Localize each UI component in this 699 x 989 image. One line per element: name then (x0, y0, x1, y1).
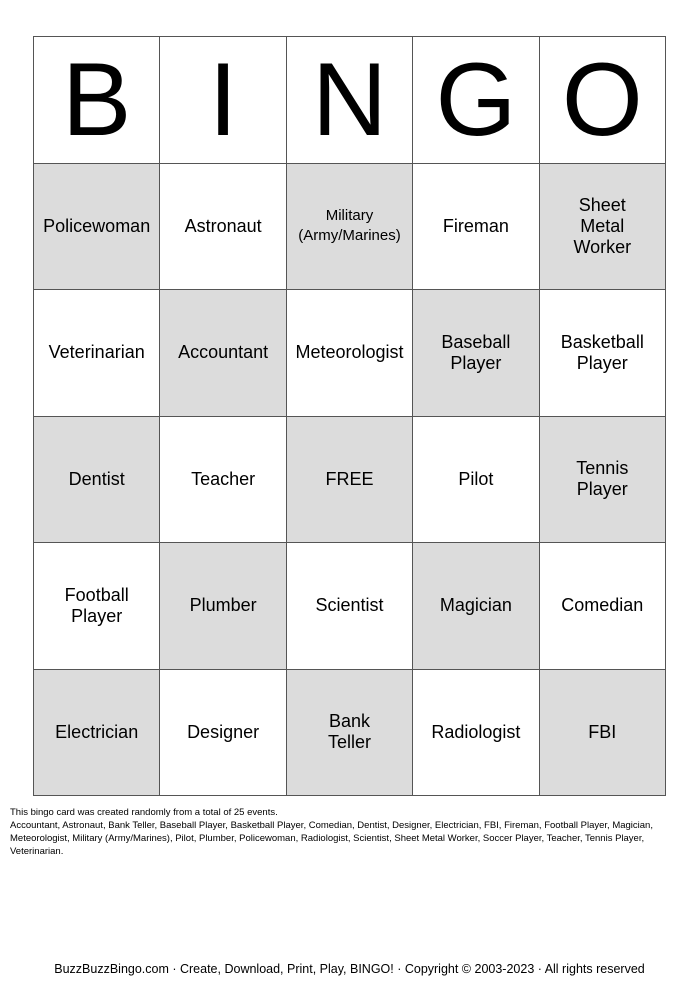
cell-text: Fireman (442, 215, 509, 236)
bingo-cell (540, 417, 666, 544)
bingo-cell (160, 670, 286, 797)
header-letter: O (561, 41, 643, 158)
bingo-cell (160, 290, 286, 417)
header-letter: I (208, 41, 238, 158)
cell-text: Tennis Player (576, 458, 629, 500)
bingo-cell (160, 164, 286, 291)
header-letter: G (435, 41, 517, 158)
cell-text: Teacher (191, 468, 256, 489)
cell-text: Bank Teller (327, 711, 371, 753)
note-event-list: Accountant, Astronaut, Bank Teller, Baseball Player, Basketball Player, Comedian, Dentist, Designer, Electrician, FBI, Fireman, Football Player, Magician, Meteorologist, Military (Army/Marines), Pilot, Plumber, Policewoman, Radiologist, Scientist, Sheet Metal Worker, Soccer Player, Teacher, Tennis Player, Veterinarian. (10, 820, 653, 857)
cell-text: Sheet Metal Worker (573, 194, 632, 257)
bingo-cell (287, 670, 413, 797)
bingo-cell (287, 164, 413, 291)
bingo-cell (413, 290, 539, 417)
cell-text: Baseball Player (441, 331, 511, 373)
bingo-cell (540, 543, 666, 670)
cell-text: Plumber (189, 595, 257, 616)
bingo-cell (34, 164, 160, 291)
bingo-cell (34, 670, 160, 797)
bingo-cell (160, 543, 286, 670)
note-summary: This bingo card was created randomly from a total of 25 events. (10, 807, 278, 818)
cell-text: Scientist (315, 595, 384, 616)
bingo-cell (413, 164, 539, 291)
page-footer: BuzzBuzzBingo.com · Create, Download, Print, Play, BINGO! · Copyright © 2003-2023 · All rights reserved (54, 962, 645, 976)
cell-text: Meteorologist (295, 342, 404, 363)
header-letter: N (311, 41, 388, 158)
cell-text: Basketball Player (560, 331, 644, 373)
cell-text: Comedian (561, 595, 644, 616)
bingo-cell (413, 417, 539, 544)
bingo-cell (34, 417, 160, 544)
cell-text: Policewoman (43, 215, 151, 236)
bingo-cell (413, 670, 539, 797)
cell-text: Magician (439, 595, 512, 616)
header-cell-o (540, 37, 666, 164)
bingo-cell (287, 290, 413, 417)
bingo-cell (34, 290, 160, 417)
bingo-cell (540, 670, 666, 797)
cell-text: FREE (325, 468, 374, 489)
header-cell-i (160, 37, 286, 164)
cell-text: Accountant (178, 342, 269, 363)
cell-text: Radiologist (431, 721, 521, 742)
bingo-cell (34, 543, 160, 670)
bingo-cell (287, 543, 413, 670)
cell-text: Electrician (55, 721, 139, 742)
header-letter: B (62, 41, 132, 158)
bingo-cell (540, 290, 666, 417)
free-space-cell (287, 417, 413, 544)
card-note (10, 806, 680, 858)
header-cell-b (34, 37, 160, 164)
header-cell-g (413, 37, 539, 164)
cell-text: Pilot (458, 468, 494, 489)
bingo-cell (160, 417, 286, 544)
bingo-cell (540, 164, 666, 291)
bingo-card (33, 36, 666, 796)
cell-text: Dentist (68, 468, 125, 489)
cell-text: Military (Army/Marines) (298, 207, 401, 245)
cell-text: Veterinarian (48, 342, 145, 363)
header-cell-n (287, 37, 413, 164)
cell-text: Football Player (64, 584, 129, 626)
cell-text: Astronaut (184, 215, 262, 236)
cell-text: Designer (187, 721, 260, 742)
bingo-cell (413, 543, 539, 670)
cell-text: FBI (588, 721, 617, 742)
